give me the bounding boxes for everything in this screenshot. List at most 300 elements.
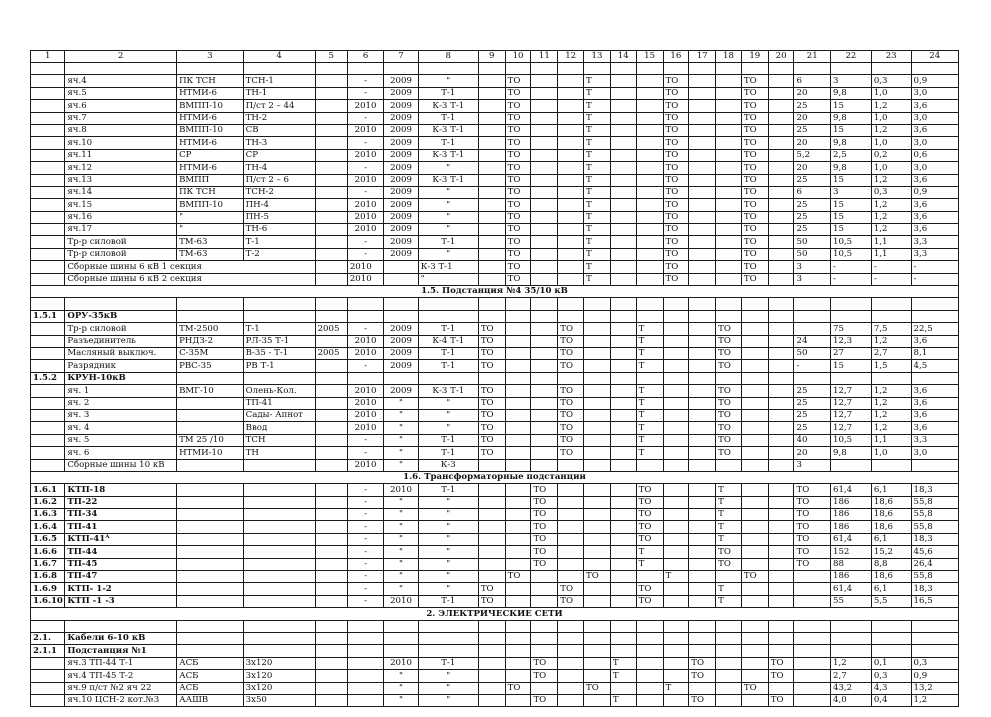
table-cell: 25 [794,409,831,421]
table-cell: Т-1 [243,236,315,248]
table-cell [741,484,768,496]
table-cell [177,509,244,521]
column-header: 10 [505,51,531,63]
table-cell [478,632,505,644]
table-cell [531,397,558,409]
table-cell [478,261,505,273]
table-cell: - [347,248,384,260]
table-cell: 6 [794,186,831,198]
table-cell: Тр-р силовой [65,236,177,248]
table-cell [636,645,663,657]
table-cell [531,583,558,595]
table-cell [531,162,558,174]
table-cell [741,509,768,521]
table-cell: ТО [505,186,531,198]
table-cell: 18,6 [871,571,911,583]
table-cell: К-3 Т-1 [418,149,478,161]
table-cell: - [347,496,384,508]
table-cell [689,137,716,149]
table-cell: ВМПП-10 [177,100,244,112]
table-cell [315,248,347,260]
table-cell [716,199,742,211]
table-cell: Т [663,571,689,583]
table-cell: " [418,75,478,87]
table-cell [741,459,768,471]
table-cell [741,645,768,657]
table-cell: 27 [831,347,872,359]
table-cell: Т [636,558,663,570]
table-cell: " [177,224,244,236]
table-row [31,459,959,471]
column-header: 2 [65,51,177,63]
table-cell [741,372,768,384]
table-cell: - [347,583,384,595]
table-cell [663,509,689,521]
table-cell: ТО [794,521,831,533]
table-cell: ТО [531,657,558,669]
table-cell [558,509,584,521]
table-cell [689,199,716,211]
table-cell [418,632,478,644]
table-cell: ТО [505,137,531,149]
table-cell: ТО [636,595,663,607]
table-cell: 1,2 [871,335,911,347]
table-cell: ТО [505,75,531,87]
table-cell [768,199,794,211]
table-cell [31,434,65,446]
group-title: КРУН-10кВ [65,372,177,384]
table-cell: 0,9 [911,75,958,87]
column-header: 20 [768,51,794,63]
table-cell: 9,8 [831,112,872,124]
table-cell [243,496,315,508]
table-cell: 2009 [384,347,418,359]
table-cell [663,558,689,570]
table-cell [505,670,531,682]
table-cell: яч.17 [65,224,177,236]
table-cell [418,372,478,384]
table-cell [794,571,831,583]
table-cell [505,372,531,384]
table-cell: " [384,546,418,558]
table-cell: ТО [741,571,768,583]
table-cell: КТП -1 -3 [65,595,177,607]
table-cell: яч.16 [65,211,177,223]
table-row [31,694,959,706]
table-cell: " [418,186,478,198]
table-cell [871,298,911,310]
table-cell [663,533,689,545]
table-cell [768,261,794,273]
table-cell: 4,3 [871,682,911,694]
table-cell: ТО [794,509,831,521]
table-cell: 40 [794,434,831,446]
table-cell: ТО [768,657,794,669]
table-cell [610,447,636,459]
table-cell [243,533,315,545]
table-cell: ТО [478,447,505,459]
table-cell: 2010 [347,124,384,136]
table-cell [384,372,418,384]
table-cell: ТО [558,385,584,397]
table-cell: 61,4 [831,533,872,545]
table-cell [478,149,505,161]
table-cell [741,583,768,595]
table-cell [531,174,558,186]
table-cell [610,149,636,161]
table-cell [177,583,244,595]
table-cell [531,372,558,384]
table-cell: 15 [831,199,872,211]
table-cell [584,521,611,533]
table-cell: 3,6 [911,199,958,211]
table-cell: Т [636,422,663,434]
table-cell [315,546,347,558]
table-cell: 3 [794,261,831,273]
table-cell: Т [663,682,689,694]
table-cell [505,484,531,496]
table-cell: Т [584,100,611,112]
table-cell: Т-1 [418,434,478,446]
table-cell: Т [610,670,636,682]
table-cell [716,174,742,186]
table-cell: 10,5 [831,434,872,446]
table-cell: 0,9 [911,186,958,198]
table-cell: 2010 [384,657,418,669]
table-cell [531,261,558,273]
table-row [31,100,959,112]
table-cell [610,583,636,595]
table-cell: Т [716,521,742,533]
table-cell: КТП-41ᴬ [65,533,177,545]
group-number: 2.1. [31,632,65,644]
table-cell: Т [584,211,611,223]
table-cell: ТО [663,162,689,174]
table-cell [531,632,558,644]
table-cell: Т [584,112,611,124]
table-cell: 2009 [384,149,418,161]
table-cell: ТО [741,75,768,87]
column-header: 24 [911,51,958,63]
section-heading: 1.6. Трансформаторные подстанции [31,471,959,483]
group-heading-row [31,310,959,322]
table-cell [478,571,505,583]
table-cell [610,434,636,446]
table-cell [831,645,872,657]
table-cell: ТО [716,447,742,459]
table-cell [31,409,65,421]
table-cell: 1,0 [871,87,911,99]
table-cell [531,75,558,87]
table-cell: 55,8 [911,521,958,533]
row-label: Сборные шины 6 кВ 1 секция [65,261,315,273]
table-cell [558,694,584,706]
table-row [31,422,959,434]
table-cell [610,496,636,508]
table-cell: 2009 [384,199,418,211]
table-cell [689,372,716,384]
table-row [31,533,959,545]
table-cell: 2010 [347,422,384,434]
table-cell: ТО [478,360,505,372]
table-cell [831,298,872,310]
table-cell [584,434,611,446]
table-cell: Разъединитель [65,335,177,347]
table-cell: 3,3 [911,434,958,446]
table-cell: 5,2 [794,149,831,161]
table-cell: " [418,571,478,583]
table-cell: 6,1 [871,533,911,545]
table-cell: ТО [741,124,768,136]
table-cell: ТП-44 [65,546,177,558]
table-cell: " [418,509,478,521]
table-cell: 3 [831,75,872,87]
section-heading: 2. ЭЛЕКТРИЧЕСКИЕ СЕТИ [31,608,959,620]
table-cell: 3,6 [911,409,958,421]
table-cell [315,310,347,322]
table-cell: 12,7 [831,385,872,397]
table-cell [315,211,347,223]
table-cell [741,533,768,545]
table-cell [689,397,716,409]
table-cell [610,397,636,409]
row-label: Сборные шины 6 кВ 2 секция [65,273,315,285]
table-cell [558,112,584,124]
table-cell [478,670,505,682]
table-cell [794,632,831,644]
table-cell: 15,2 [871,546,911,558]
table-cell [558,571,584,583]
table-cell: 20 [794,447,831,459]
table-cell [347,298,384,310]
table-cell [558,496,584,508]
table-cell: ТО [636,521,663,533]
table-cell: ТО [558,595,584,607]
table-cell [31,211,65,223]
table-cell [31,224,65,236]
table-cell [558,174,584,186]
table-cell [531,137,558,149]
table-cell: ВМПП-10 [177,199,244,211]
table-cell: ТО [741,211,768,223]
table-cell [478,75,505,87]
table-cell: ТП-45 [65,558,177,570]
table-cell [610,645,636,657]
table-cell [716,632,742,644]
table-cell [636,211,663,223]
table-cell: 25 [794,124,831,136]
table-cell [610,248,636,260]
table-row [31,199,959,211]
table-cell: 3 [794,459,831,471]
table-cell: ТО [558,583,584,595]
table-cell: 2010 [347,409,384,421]
table-cell: ТН-3 [243,137,315,149]
table-cell: АСБ [177,670,244,682]
table-cell [315,422,347,434]
table-cell [741,558,768,570]
column-header: 12 [558,51,584,63]
table-cell: ТО [531,509,558,521]
table-cell [716,75,742,87]
table-cell: 2010 [347,149,384,161]
table-cell [31,459,65,471]
table-cell: ТО [505,149,531,161]
table-cell [689,571,716,583]
table-cell [636,236,663,248]
table-cell [768,63,794,75]
table-cell: СР [177,149,244,161]
table-cell: 1,2 [871,422,911,434]
table-cell: яч. 5 [65,434,177,446]
table-cell [177,422,244,434]
table-cell [689,533,716,545]
table-cell: ТО [716,360,742,372]
table-cell: " [418,583,478,595]
table-cell [636,100,663,112]
table-cell [716,211,742,223]
table-cell [768,521,794,533]
table-cell [794,323,831,335]
table-cell [831,372,872,384]
table-cell [663,595,689,607]
table-cell: 1,0 [871,137,911,149]
table-cell: - [911,273,958,285]
table-cell [531,211,558,223]
table-cell [31,75,65,87]
table-cell [768,645,794,657]
table-cell [716,261,742,273]
table-cell [584,409,611,421]
table-cell [31,620,65,632]
table-cell: ТО [663,273,689,285]
table-cell [663,63,689,75]
table-cell [347,632,384,644]
table-cell [31,298,65,310]
table-cell: 3х120 [243,682,315,694]
table-cell [584,63,611,75]
table-cell [315,385,347,397]
table-cell: Т-1 [418,137,478,149]
table-cell: 18,3 [911,533,958,545]
table-cell: ТО [663,186,689,198]
table-cell [478,310,505,322]
table-row [31,558,959,570]
table-cell [768,447,794,459]
table-cell [768,459,794,471]
table-cell: ТО [716,558,742,570]
table-cell [31,174,65,186]
table-cell [689,162,716,174]
table-cell [768,385,794,397]
table-cell [716,124,742,136]
table-cell: ТО [663,236,689,248]
table-cell [31,422,65,434]
table-cell: 9,8 [831,87,872,99]
table-cell [505,335,531,347]
table-cell [584,558,611,570]
table-cell: Т [636,546,663,558]
table-cell [689,434,716,446]
table-cell [531,310,558,322]
table-cell: 10,5 [831,236,872,248]
table-cell [31,63,65,75]
table-cell [689,310,716,322]
table-cell: ТО [716,347,742,359]
table-cell: 2010 [347,385,384,397]
table-cell [531,236,558,248]
table-cell: 16,5 [911,595,958,607]
table-cell: - [347,236,384,248]
table-cell: ТО [531,496,558,508]
table-cell [31,236,65,248]
table-cell [741,521,768,533]
table-cell: ТО [689,657,716,669]
table-cell: ТО [716,323,742,335]
table-cell [584,484,611,496]
table-cell: 0,6 [911,149,958,161]
table-cell: ТО [663,174,689,186]
table-cell: РНДЗ-2 [177,335,244,347]
table-cell [31,87,65,99]
table-cell [347,620,384,632]
table-cell: ТО [505,174,531,186]
table-cell: 3,6 [911,211,958,223]
table-cell: 15 [831,360,872,372]
table-cell: ТО [531,546,558,558]
table-cell [716,248,742,260]
table-cell: " [418,211,478,223]
table-cell [418,620,478,632]
table-cell [177,409,244,421]
table-cell: КТП- 1-2 [65,583,177,595]
table-cell [558,63,584,75]
column-header: 1 [31,51,65,63]
table-cell [768,124,794,136]
table-cell [558,100,584,112]
table-cell: яч.12 [65,162,177,174]
table-cell: 2010 [384,595,418,607]
table-row [31,447,959,459]
table-cell: " [418,546,478,558]
table-cell [911,298,958,310]
table-cell [531,100,558,112]
table-cell [636,224,663,236]
table-cell: 2,7 [871,347,911,359]
table-cell: 2005 [315,347,347,359]
table-cell: ТО [794,533,831,545]
table-cell: 25 [794,224,831,236]
table-cell [243,63,315,75]
table-cell: 1,2 [871,224,911,236]
table-cell: 3,6 [911,224,958,236]
table-row [31,248,959,260]
table-row [31,186,959,198]
table-cell: К-3 Т-1 [418,385,478,397]
table-cell [768,211,794,223]
table-cell: 2010 [347,347,384,359]
table-row [31,174,959,186]
table-cell [478,137,505,149]
table-cell [315,199,347,211]
table-cell: Т [584,124,611,136]
table-cell: ТО [663,248,689,260]
table-cell [768,174,794,186]
table-cell [871,620,911,632]
table-cell: 15 [831,174,872,186]
table-cell: ТО [531,694,558,706]
table-cell [768,496,794,508]
